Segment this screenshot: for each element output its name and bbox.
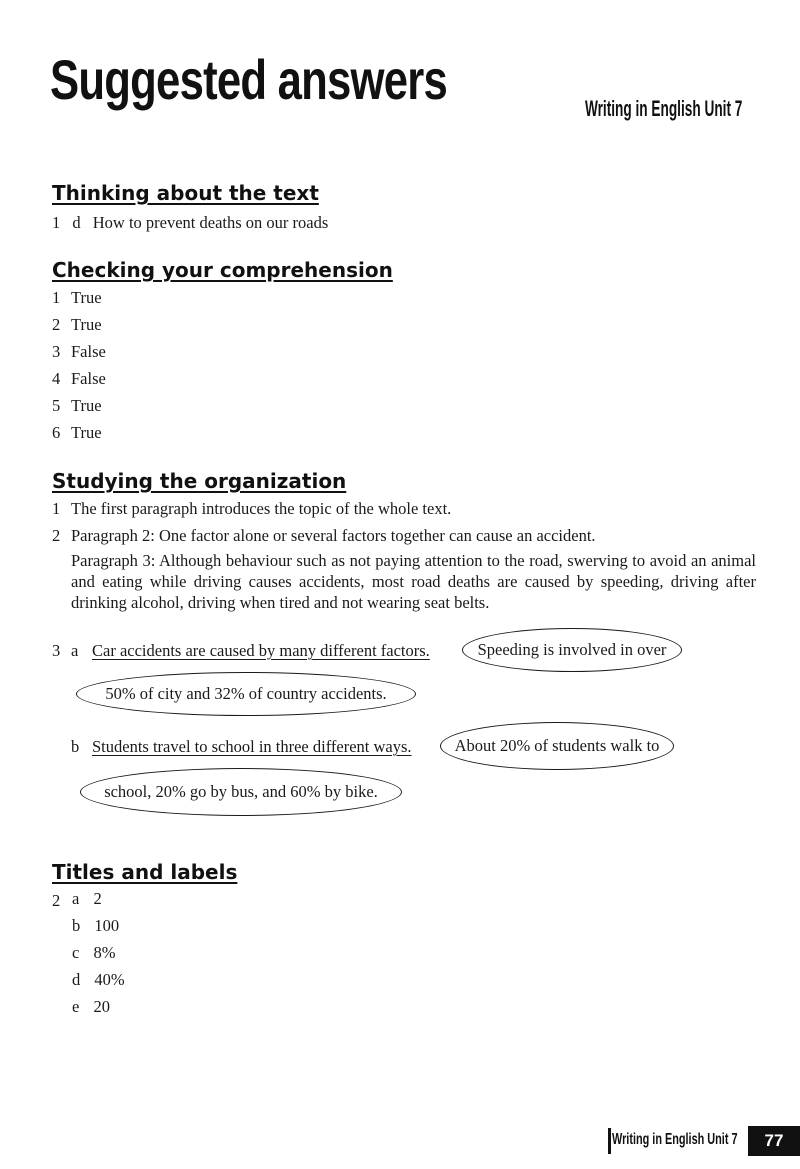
page-title: Suggested answers <box>50 48 447 111</box>
list-item <box>72 972 125 989</box>
item-text: 8% <box>93 943 116 962</box>
item-text: False <box>71 342 106 361</box>
section-heading-studying: Studying the organization <box>52 469 347 493</box>
item-number: 6 <box>52 423 61 442</box>
item-number: 2 <box>52 891 61 910</box>
item-text: 2 <box>93 889 102 908</box>
item-number: 1 <box>52 213 61 232</box>
item-letter: a <box>72 889 80 908</box>
unit-label: Writing in English Unit 7 <box>585 96 743 121</box>
footer-divider <box>608 1128 611 1154</box>
list-item <box>52 215 328 232</box>
item-text: 20 <box>93 997 110 1016</box>
item-number: 5 <box>52 396 61 415</box>
list-item <box>72 999 110 1016</box>
section-heading-thinking: Thinking about the text <box>52 181 319 205</box>
item-letter: a <box>71 641 79 660</box>
item-number: 1 <box>52 499 61 518</box>
footer-unit-label: Writing in English Unit 7 <box>612 1131 738 1148</box>
list-item <box>72 918 119 935</box>
topic-sentence-a: Car accidents are caused by many different factors. <box>92 641 430 660</box>
item-text: False <box>71 369 106 388</box>
item-letter: c <box>72 943 80 962</box>
item-letter: e <box>72 997 80 1016</box>
item-text: 40% <box>94 970 125 989</box>
list-item <box>72 891 102 908</box>
supporting-oval-a2: 50% of city and 32% of country accidents. <box>76 672 416 716</box>
item-letter: d <box>72 213 81 232</box>
item-letter: b <box>72 916 81 935</box>
item-number: 2 <box>52 526 61 545</box>
paragraph-3-answer: Paragraph 3: Although behaviour such as not paying attention to the road, swerving to avoid an animal and eating while driving causes accidents, most road deaths are caused by speeding, driving after drinking alcohol, driving when tired and not wearing seat belts. <box>71 551 756 612</box>
section-heading-checking: Checking your comprehension <box>52 258 393 282</box>
topic-sentence-b: Students travel to school in three different ways. <box>92 737 412 756</box>
item-text: True <box>71 315 102 334</box>
item-number: 3 <box>52 641 61 660</box>
item-text: True <box>71 288 102 307</box>
supporting-oval-b2: school, 20% go by bus, and 60% by bike. <box>80 768 402 816</box>
item-text: Paragraph 2: One factor alone or several factors together can cause an accident. <box>71 526 596 545</box>
supporting-oval-a1: Speeding is involved in over <box>462 628 682 672</box>
item-number: 1 <box>52 288 61 307</box>
item-number: 4 <box>52 369 61 388</box>
item-text: True <box>71 396 102 415</box>
item-letter: d <box>72 970 81 989</box>
page-number: 77 <box>748 1126 800 1156</box>
item-text: How to prevent deaths on our roads <box>92 213 329 232</box>
item-text: 100 <box>94 916 120 935</box>
item-number: 3 <box>52 342 61 361</box>
supporting-oval-b1: About 20% of students walk to <box>440 722 674 770</box>
item-letter: b <box>71 737 80 756</box>
item-text: The first paragraph introduces the topic of the whole text. <box>71 499 452 518</box>
item-text: True <box>71 423 102 442</box>
item-number: 2 <box>52 315 61 334</box>
list-item <box>72 945 115 962</box>
section-heading-titles: Titles and labels <box>52 860 238 884</box>
